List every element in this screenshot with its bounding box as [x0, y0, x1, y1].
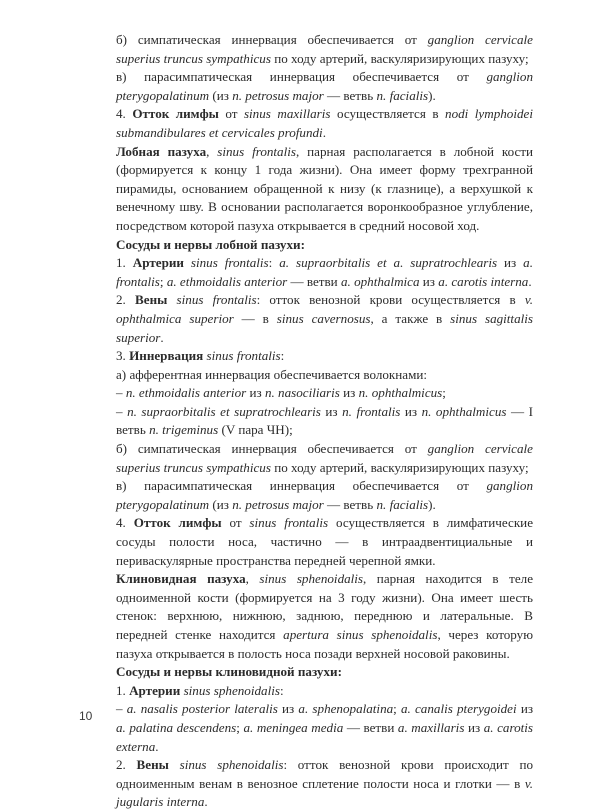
paragraph-sphenoid-arteries: 1. Артерии sinus sphenoidalis: — [116, 682, 284, 698]
paragraph-parasympathetic-frontal: в) парасимпатическая иннервация обеспечивается от ganglion pterygopalatinum (из n. petrosus major — ветвь n. facialis). — [116, 478, 533, 512]
heading-sphenoid-vessels-nerves: Сосуды и нервы клиновидной пазухи: — [116, 664, 342, 680]
paragraph-sympathetic-maxillary: б) симпатическая иннервация обеспечивается от ganglion cervicale superius truncus sympathicus по ходу артерий, васкуляризирующих пазуху; — [116, 32, 533, 66]
paragraph-afferent: а) афферентная иннервация обеспечивается волокнами: — [116, 366, 428, 382]
paragraph-parasympathetic-maxillary: в) парасимпатическая иннервация обеспечивается от ganglion pterygopalatinum (из n. petrosus major — ветвь n. facialis). — [116, 69, 533, 103]
paragraph-frontal-veins: 2. Вены sinus frontalis: отток венозной крови осуществляется в v. ophthalmica superior — в sinus cavernosus, а также в sinus sagittalis superior. — [116, 292, 534, 345]
paragraph-supraorbital-nerve: – n. supraorbitalis et supratrochlearis из n. frontalis из n. ophthalmicus — I ветвь n. trigeminus (V пара ЧН); — [116, 403, 533, 438]
paragraph-frontal-sinus: Лобная пазуха, sinus frontalis, парная располагается в лобной кости (формируется к концу 1 года жизни). Она имеет форму трехгранной пирамиды, основанием обращенной к низу (к глазнице), а верхушкой к венечному шву. В основании располагается воронкообразное углубление, посредством которой пазуха открывается в средний носовой ход. — [116, 143, 534, 233]
paragraph-frontal-innervation: 3. Иннервация sinus frontalis: — [116, 348, 285, 364]
paragraph-sphenoid-veins: 2. Вены sinus sphenoidalis: отток венозной крови происходит по одноименным венам в венозное сплетение полости носа и глотки — в v. jugularis interna. — [116, 757, 533, 810]
heading-frontal-vessels-nerves: Сосуды и нервы лобной пазухи: — [116, 236, 305, 252]
page-number: 10 — [79, 709, 93, 723]
page-body — [116, 31, 533, 812]
paragraph-sympathetic-frontal: б) симпатическая иннервация обеспечивается от ganglion cervicale superius truncus sympathicus по ходу артерий, васкуляризирующих пазуху; — [116, 441, 533, 475]
paragraph-lymph-frontal: 4. Отток лимфы от sinus frontalis осуществляется в лимфатические сосуды полости носа, частично — в интраадвентициальные и периваскулярные пространства передней черепной ямки. — [116, 515, 533, 568]
paragraph-frontal-arteries: 1. Артерии sinus frontalis: a. supraorbitalis et a. supratrochlearis из a. frontalis; a. ethmoidalis anterior — ветви a. ophthalmica из a. carotis interna. — [116, 255, 533, 289]
paragraph-ethmoidal-nerve: – n. ethmoidalis anterior из n. nasociliaris из n. ophthalmicus; — [116, 385, 446, 401]
paragraph-sphenoid-sinus: Клиновидная пазуха, sinus sphenoidalis, парная находится в теле одноименной кости (формируется на 3 году жизни). Она имеет шесть стенок: верхнюю, нижнюю, заднюю, переднюю и латеральные. В передней стенке находится apertura sinus sphenoidalis, через которую пазуха открывается в полость носа позади верхней носовой раковины. — [116, 571, 534, 661]
paragraph-lymph-maxillary: 4. Отток лимфы от sinus maxillaris осуществляется в nodi lymphoidei submandibulares et cervicales profundi. — [116, 106, 533, 140]
paragraph-sphenoid-artery-list: – a. nasalis posterior lateralis из a. sphenopalatina; a. canalis pterygoidei из a. palatina descendens; a. meningea media — ветви a. maxillaris из a. carotis externa. — [116, 701, 534, 754]
